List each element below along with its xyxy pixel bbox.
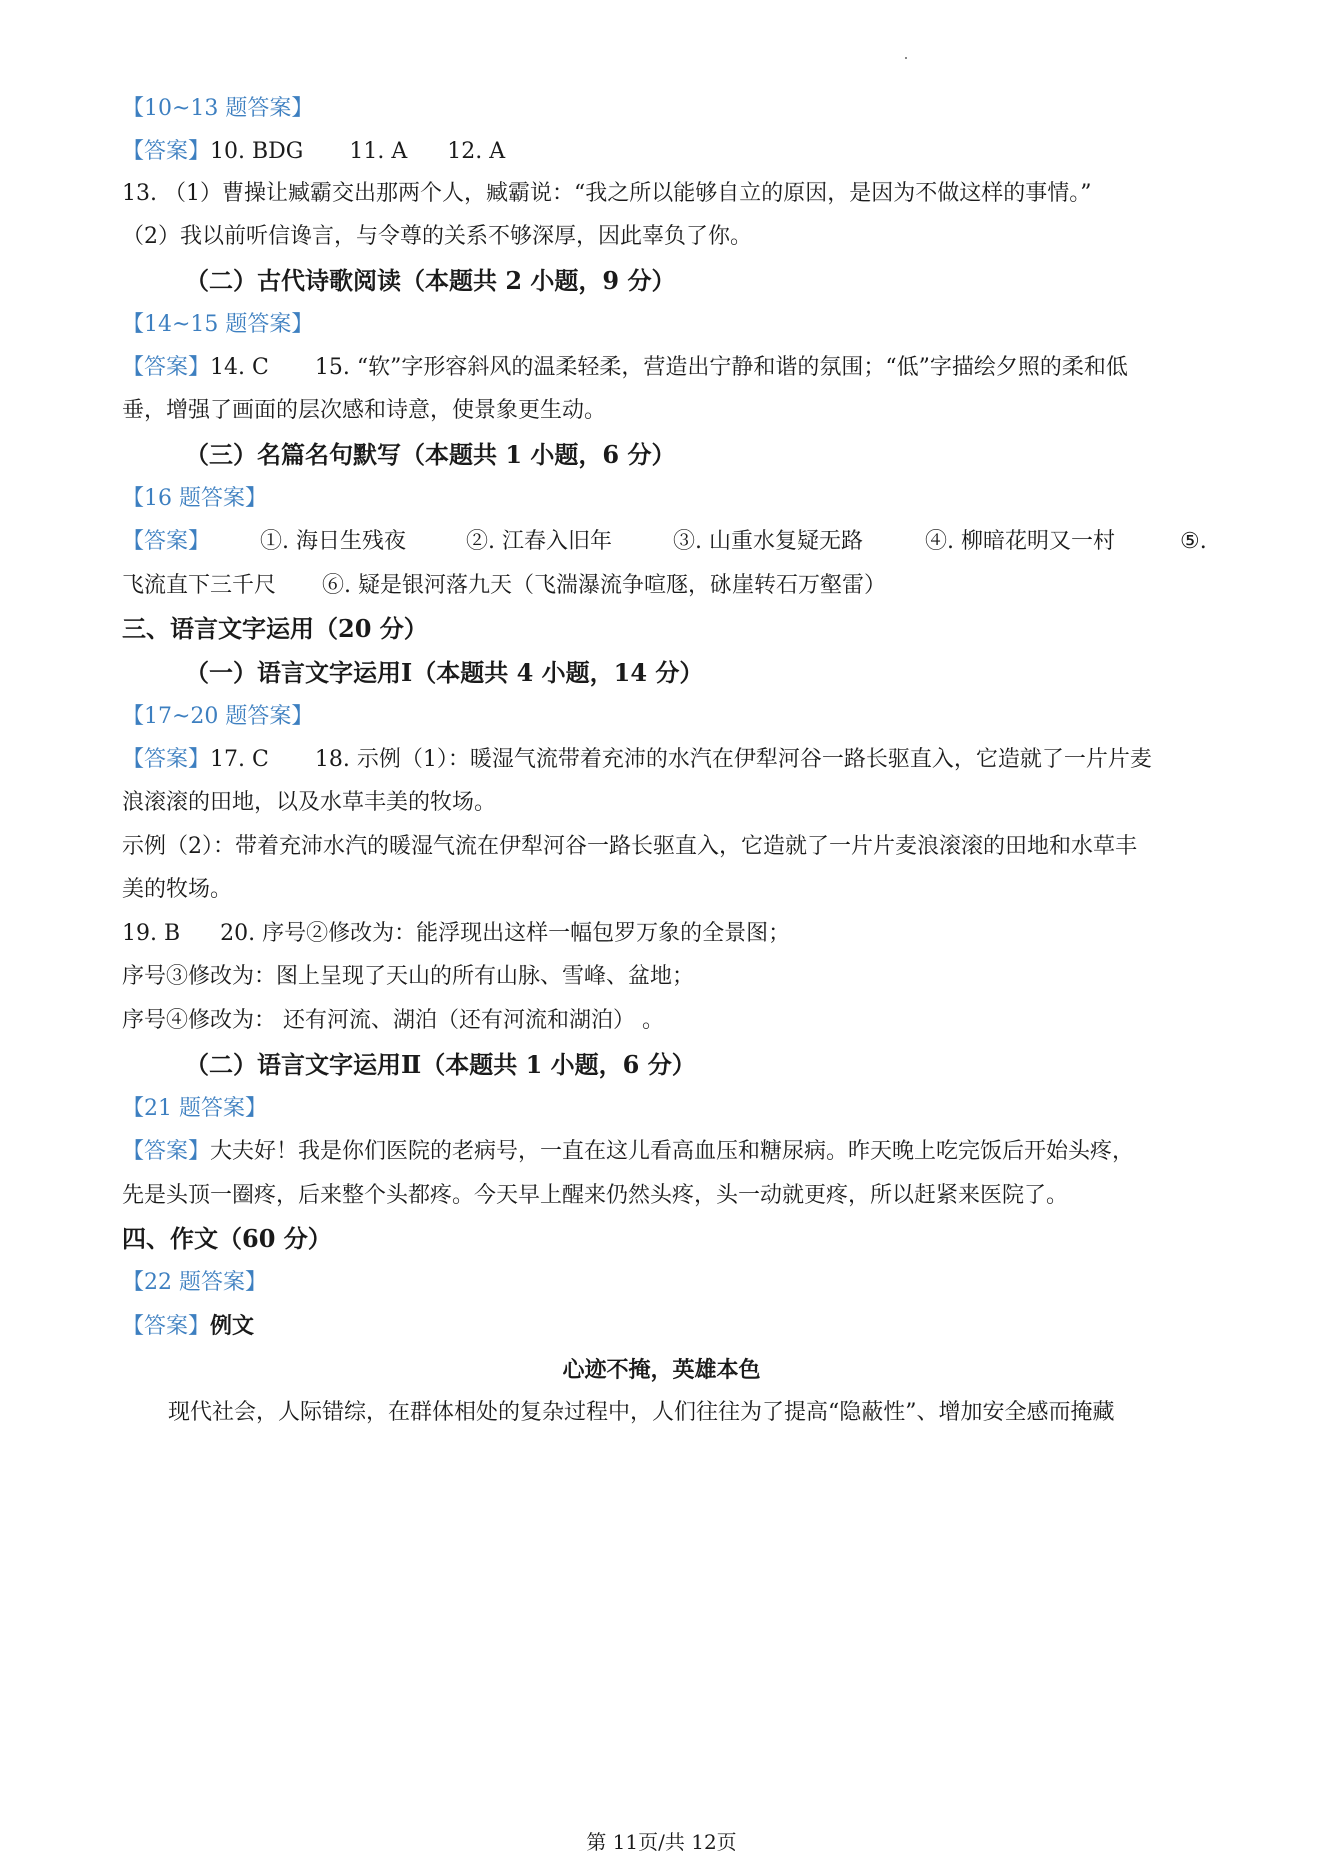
answer-tag-16 [122, 484, 1212, 514]
answer-line-14-15 [122, 353, 1212, 383]
tag-label: 【22 题答案】 [122, 1270, 267, 1295]
answer-18-part4: 美的牧场。 [122, 877, 233, 902]
recite-4: ④. 柳暗花明又一村 [925, 529, 1115, 554]
answer-tag-21 [122, 1094, 1212, 1124]
answer-21-part2: 先是头顶一圈疼，后来整个头都疼。今天早上醒来仍然头疼，头一动就更疼，所以赶紧来医院了。 [122, 1183, 1069, 1208]
tag-label: 【21 题答案】 [122, 1096, 267, 1121]
answer-17: 17. C [210, 747, 269, 772]
heading-poetry: （二）古代诗歌阅读（本题共 2 小题，9 分） [185, 266, 676, 295]
answer-14: 14. C [210, 355, 269, 380]
answer-18-part3: 示例（2）：带着充沛水汽的暖湿气流在伊犁河谷一路长驱直入，它造就了一片片麦浪滚滚的田地和水草丰 [122, 834, 1138, 859]
answer-13-part1: 13. （1）曹操让臧霸交出那两个人，臧霸说：“我之所以能够自立的原因，是因为不做这样的事情。” [122, 181, 1092, 206]
heading-recite: （三）名篇名句默写（本题共 1 小题，6 分） [185, 440, 676, 469]
answer-tag-14-15 [122, 310, 1212, 340]
essay-title: 心迹不掩，英雄本色 [562, 1357, 761, 1383]
answer-line-19-20 [122, 919, 1212, 949]
answer-line-16-cont [122, 571, 1212, 601]
answer-line-21 [122, 1137, 1212, 1167]
answer-tag: 【答案】 [122, 139, 211, 164]
answer-20-part1: 20. 序号②修改为：能浮现出这样一幅包罗万象的全景图； [220, 921, 791, 946]
answer-line-10-12 [122, 137, 1212, 167]
answer-tag: 【答案】 [122, 355, 211, 380]
heading-part-4: 四、作文（60 分） [122, 1224, 332, 1253]
answer-tag: 【答案】 [122, 1314, 211, 1339]
answer-12: 12. A [447, 139, 506, 164]
recite-3: ③. 山重水复疑无路 [673, 529, 863, 554]
recite-5: ⑤. [1180, 529, 1207, 554]
answer-21-part1: 大夫好！我是你们医院的老病号，一直在这儿看高血压和糖尿病。昨天晚上吃完饭后开始头疼， [210, 1139, 1135, 1164]
answer-15-part2: 垂，增强了画面的层次感和诗意，使景象更生动。 [122, 398, 607, 423]
answer-tag: 【答案】 [122, 1139, 211, 1164]
answer-18-part2: 浪滚滚的田地，以及水草丰美的牧场。 [122, 790, 497, 815]
essay-paragraph-1: 现代社会，人际错综，在群体相处的复杂过程中，人们往往为了提高“隐蔽性”、增加安全感而掩藏 [168, 1400, 1115, 1425]
answer-tag-10-13 [122, 94, 1212, 124]
tag-label: 【16 题答案】 [122, 486, 267, 511]
answer-line-17-18 [122, 745, 1212, 775]
answer-line-16 [122, 527, 1212, 557]
heading-part-3: 三、语言文字运用（20 分） [122, 614, 428, 643]
essay-label: 例文 [210, 1313, 255, 1339]
answer-18-part1: 18. 示例（1）：暖湿气流带着充沛的水汽在伊犁河谷一路长驱直入，它造就了一片片麦 [314, 747, 1152, 772]
answer-10: 10. BDG [210, 139, 304, 164]
answer-20-part2: 序号③修改为：图上呈现了天山的所有山脉、雪峰、盆地； [122, 964, 695, 989]
recite-6: ⑥. 疑是银河落九天（飞湍瀑流争喧豗，砯崖转石万壑雷） [322, 573, 887, 598]
page-footer: 第 11页/共 12页 [586, 1830, 737, 1854]
recite-2: ②. 江春入旧年 [466, 529, 612, 554]
recite-5-cont: 飞流直下三千尺 [122, 573, 277, 598]
heading-language-1: （一）语言文字运用Ⅰ（本题共 4 小题，14 分） [185, 658, 704, 687]
answer-11: 11. A [349, 139, 408, 164]
tag-label: 【17~20 题答案】 [122, 704, 314, 729]
recite-1: ①. 海日生残夜 [260, 529, 406, 554]
answer-tag-22 [122, 1268, 1212, 1298]
tag-label: 【14~15 题答案】 [122, 312, 314, 337]
scan-mark [905, 57, 907, 59]
tag-label: 【10~13 题答案】 [122, 96, 314, 121]
answer-20-part3: 序号④修改为： 还有河流、湖泊（还有河流和湖泊） 。 [122, 1008, 664, 1033]
answer-15-part1: 15. “软”字形容斜风的温柔轻柔，营造出宁静和谐的氛围；“低”字描绘夕照的柔和低 [314, 355, 1128, 380]
answer-line-22 [122, 1311, 1212, 1342]
heading-language-2: （二）语言文字运用Ⅱ（本题共 1 小题，6 分） [185, 1050, 696, 1079]
answer-13-part2: （2）我以前听信谗言，与令尊的关系不够深厚，因此辜负了你。 [122, 224, 752, 249]
answer-tag: 【答案】 [122, 529, 211, 554]
answer-tag: 【答案】 [122, 747, 211, 772]
answer-19: 19. B [122, 921, 181, 946]
answer-tag-17-20 [122, 702, 1212, 732]
